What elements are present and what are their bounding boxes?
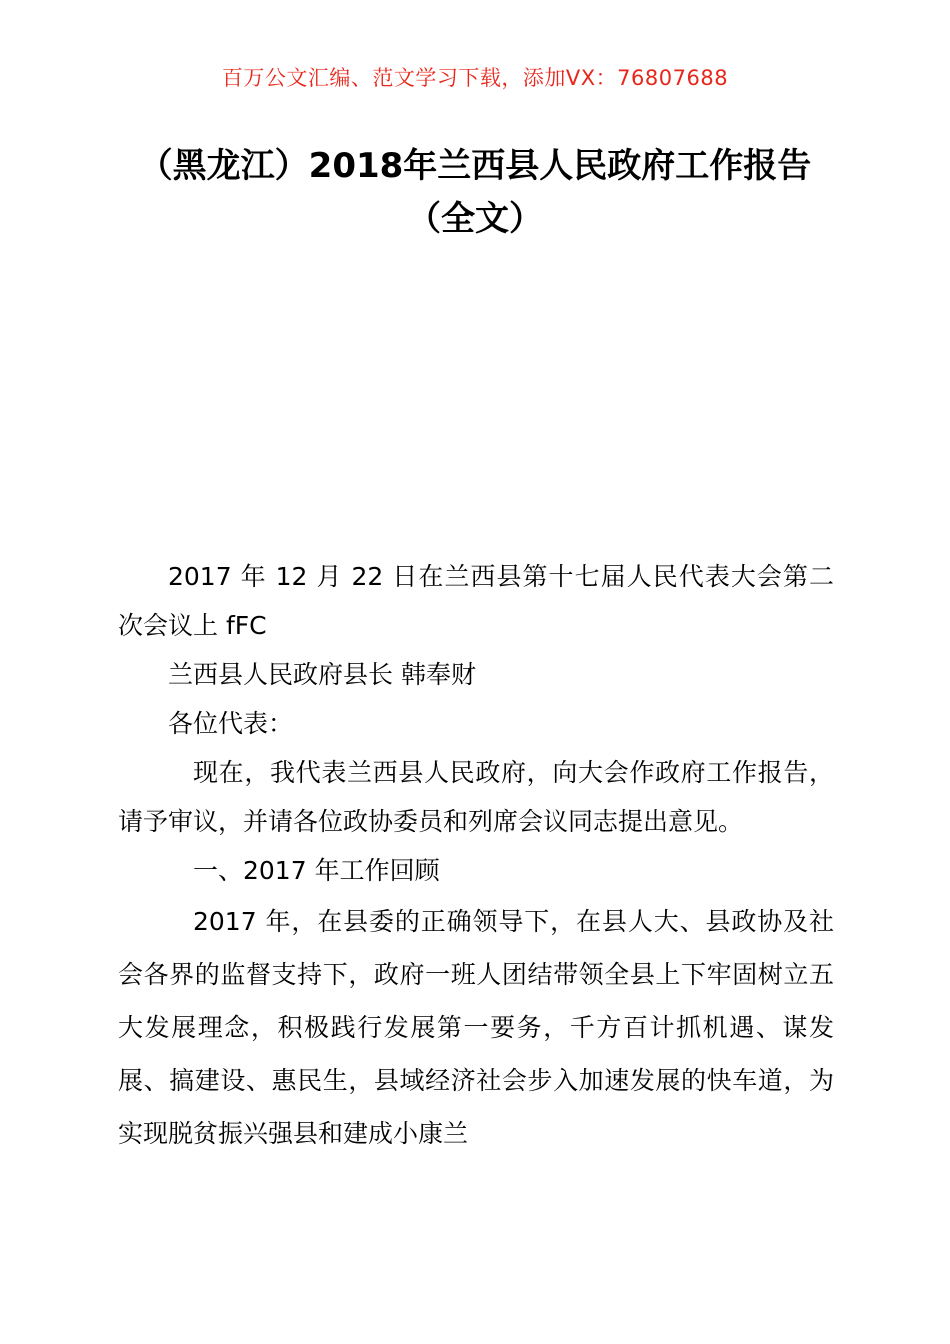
page-title: （黑龙江）2018年兰西县人民政府工作报告（全文） xyxy=(138,146,812,239)
paragraph-meeting-info: 2017 年 12 月 22 日在兰西县第十七届人民代表大会第二次会议上 fFC xyxy=(118,562,834,640)
paragraph-speaker: 兰西县人民政府县长 韩奉财 xyxy=(168,660,476,689)
paragraph-section-heading: 一、2017 年工作回顾 xyxy=(193,856,440,885)
paragraph-salutation: 各位代表： xyxy=(168,709,294,738)
watermark-banner: 百万公文汇编、范文学习下载，添加VX：76807688 xyxy=(221,66,729,90)
document-body xyxy=(118,552,834,1160)
paragraph-review-2017: 2017 年，在县委的正确领导下，在县人大、县政协及社会各界的监督支持下，政府一班人团结带领全县上下牢固树立五大发展理念，积极践行发展第一要务，千方百计抓机遇、谋发展、搞建设、惠民生，县域经济社会步入加速发展的快车道，为实现脱贫振兴强县和建成小康兰 xyxy=(118,907,834,1148)
paragraph-opening: 现在，我代表兰西县人民政府，向大会作政府工作报告，请予审议，并请各位政协委员和列席会议同志提出意见。 xyxy=(118,758,834,836)
